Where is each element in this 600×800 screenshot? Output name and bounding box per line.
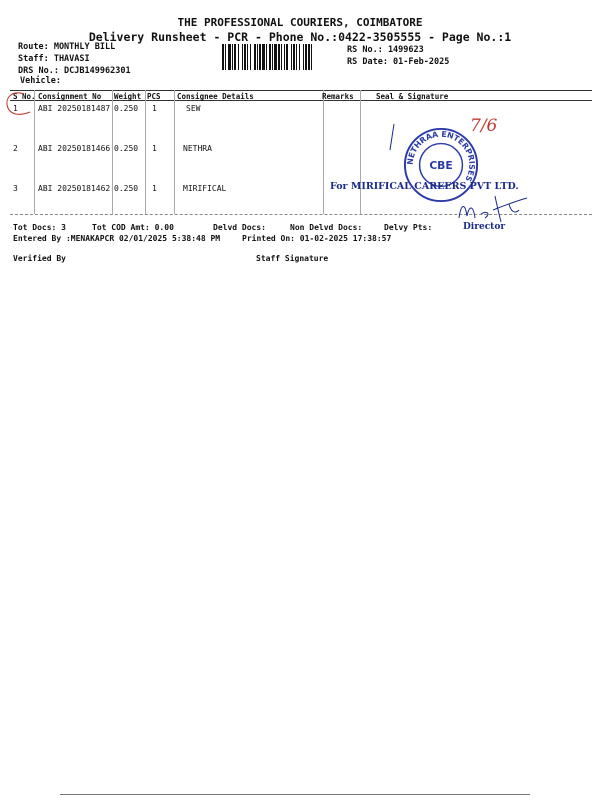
document-subtitle: Delivery Runsheet - PCR - Phone No.:0422-3505555 - Page No.:1 [88, 30, 512, 44]
verified-by: Verified By [13, 254, 66, 263]
barcode-image [222, 44, 340, 70]
column-divider [174, 90, 175, 214]
delivery-points: Delvy Pts: [384, 223, 433, 232]
column-header-weight: Weight [114, 92, 142, 101]
table-row-pcs: 1 [152, 104, 157, 113]
handwritten-number: 7/6 [470, 116, 498, 136]
total-cod-amount: Tot COD Amt: 0.00 [92, 223, 174, 232]
company-stamp: For MIRIFICAL CAREERS PVT LTD. [330, 181, 519, 192]
staff-label: Staff: THAVASI [18, 54, 90, 64]
table-row-consignee: MIRIFICAL [183, 184, 227, 193]
table-row-pcs: 1 [152, 184, 157, 193]
table-row-weight: 0.250 [114, 104, 139, 113]
table-row-sno: 3 [13, 184, 18, 193]
vehicle-label: Vehicle: [20, 76, 61, 86]
director-label: Director [463, 222, 506, 232]
seal-center-text: CBE [429, 158, 453, 172]
column-header-sno: S No. [13, 92, 36, 101]
table-row-consignee: SEW [186, 104, 201, 113]
column-divider [323, 90, 324, 214]
red-ink-mark [2, 88, 42, 122]
table-row-sno: 1 [13, 104, 18, 113]
column-header-consignment: Consignment No [38, 92, 102, 101]
entered-by: Entered By :MENAKAPCR 02/01/2025 5:38:48 PM [13, 234, 221, 243]
column-header-consignee: Consignee Details [177, 92, 254, 101]
printed-on: Printed On: 01-02-2025 17:38:57 [242, 234, 392, 243]
table-row-consignee: NETHRA [183, 144, 212, 153]
column-header-seal: Seal & Signature [376, 92, 449, 101]
table-row-consignment: ABI 20250181487 [38, 104, 111, 113]
column-header-pcs: PCS [147, 92, 161, 101]
table-row-sno: 2 [13, 144, 18, 153]
table-row-weight: 0.250 [114, 184, 139, 193]
column-divider [360, 90, 361, 214]
signature-scribble [455, 192, 535, 226]
rs-number: RS No.: 1499623 [347, 45, 424, 55]
document-title: THE PROFESSIONAL COURIERS, COIMBATORE [177, 16, 423, 29]
column-divider [112, 90, 113, 214]
table-row-consignment: ABI 20250181466 [38, 144, 111, 153]
seal-ring-text: NETHRAA ENTERPRISES [405, 129, 477, 183]
page-bottom-line [60, 794, 530, 795]
table-top-rule [10, 90, 592, 91]
column-header-remarks: Remarks [322, 92, 354, 101]
route-label: Route: MONTHLY BILL [18, 42, 116, 52]
table-row-pcs: 1 [152, 144, 157, 153]
table-row-consignment: ABI 20250181462 [38, 184, 111, 193]
column-divider [145, 90, 146, 214]
non-delivered-docs: Non Delvd Docs: [290, 223, 363, 232]
total-docs: Tot Docs: 3 [13, 223, 66, 232]
delivered-docs: Delvd Docs: [213, 223, 266, 232]
rs-date: RS Date: 01-Feb-2025 [347, 57, 450, 67]
drs-number: DRS No.: DCJB149962301 [18, 66, 131, 76]
table-row-weight: 0.250 [114, 144, 139, 153]
staff-signature: Staff Signature [256, 254, 329, 263]
